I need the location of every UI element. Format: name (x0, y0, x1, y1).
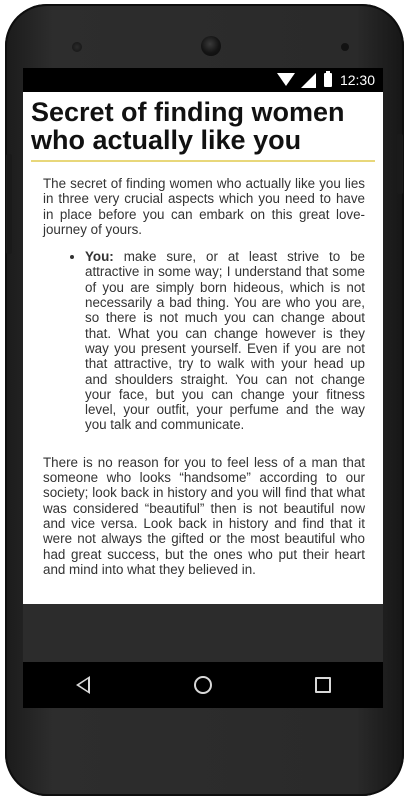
aspect-list (43, 249, 365, 433)
home-button[interactable] (183, 665, 223, 705)
wifi-icon (277, 72, 293, 88)
status-bar (23, 68, 383, 92)
screen (23, 68, 383, 708)
article-title: Secret of finding women who actually like you (31, 97, 345, 155)
signal-icon (301, 73, 316, 88)
home-icon (194, 676, 212, 694)
list-item (85, 249, 365, 433)
screen-empty-area (23, 604, 383, 662)
front-camera (201, 36, 221, 56)
battery-icon (324, 73, 332, 87)
volume-button (6, 154, 12, 254)
list-item-label: You: (85, 249, 114, 265)
nav-bar (23, 662, 383, 708)
speaker (341, 43, 349, 51)
back-button[interactable] (63, 665, 103, 705)
article-body (23, 162, 383, 577)
recent-apps-icon (315, 677, 331, 693)
recent-apps-button[interactable] (303, 665, 343, 705)
article-content[interactable] (23, 92, 383, 604)
status-time: 12:30 (339, 72, 375, 88)
body-paragraph: There is no reason for you to feel less of a man that someone who looks “handsome” according to our society; look back in history and you will find that what was considered “beautiful” then is not beautiful now and vice versa. Look back in history and find that it were not always the gifted or the most beautiful who had great success, but the ones who put their heart and mind into what they believed in. (43, 454, 365, 577)
proximity-sensor (72, 42, 82, 52)
intro-paragraph: The secret of finding women who actually like you lies in three very crucial aspects which you need to have in place before you can embark on this great love-journey of yours. (43, 176, 365, 237)
power-button (397, 134, 403, 194)
back-icon (76, 676, 90, 694)
list-item-text: make sure, or at least strive to be attractive in some way; I understand that some of you are simply born hideous, which is not necessarily a bad thing. You are who you are, so there is not much you can change about that. What you can change however is they way you present yourself. Even if you are not that attractive, try to walk with your head up and shoulders straight. You can not change your face, but you can change your fitness level, your outfit, your perfume and the way you talk and communicate. (85, 249, 365, 433)
